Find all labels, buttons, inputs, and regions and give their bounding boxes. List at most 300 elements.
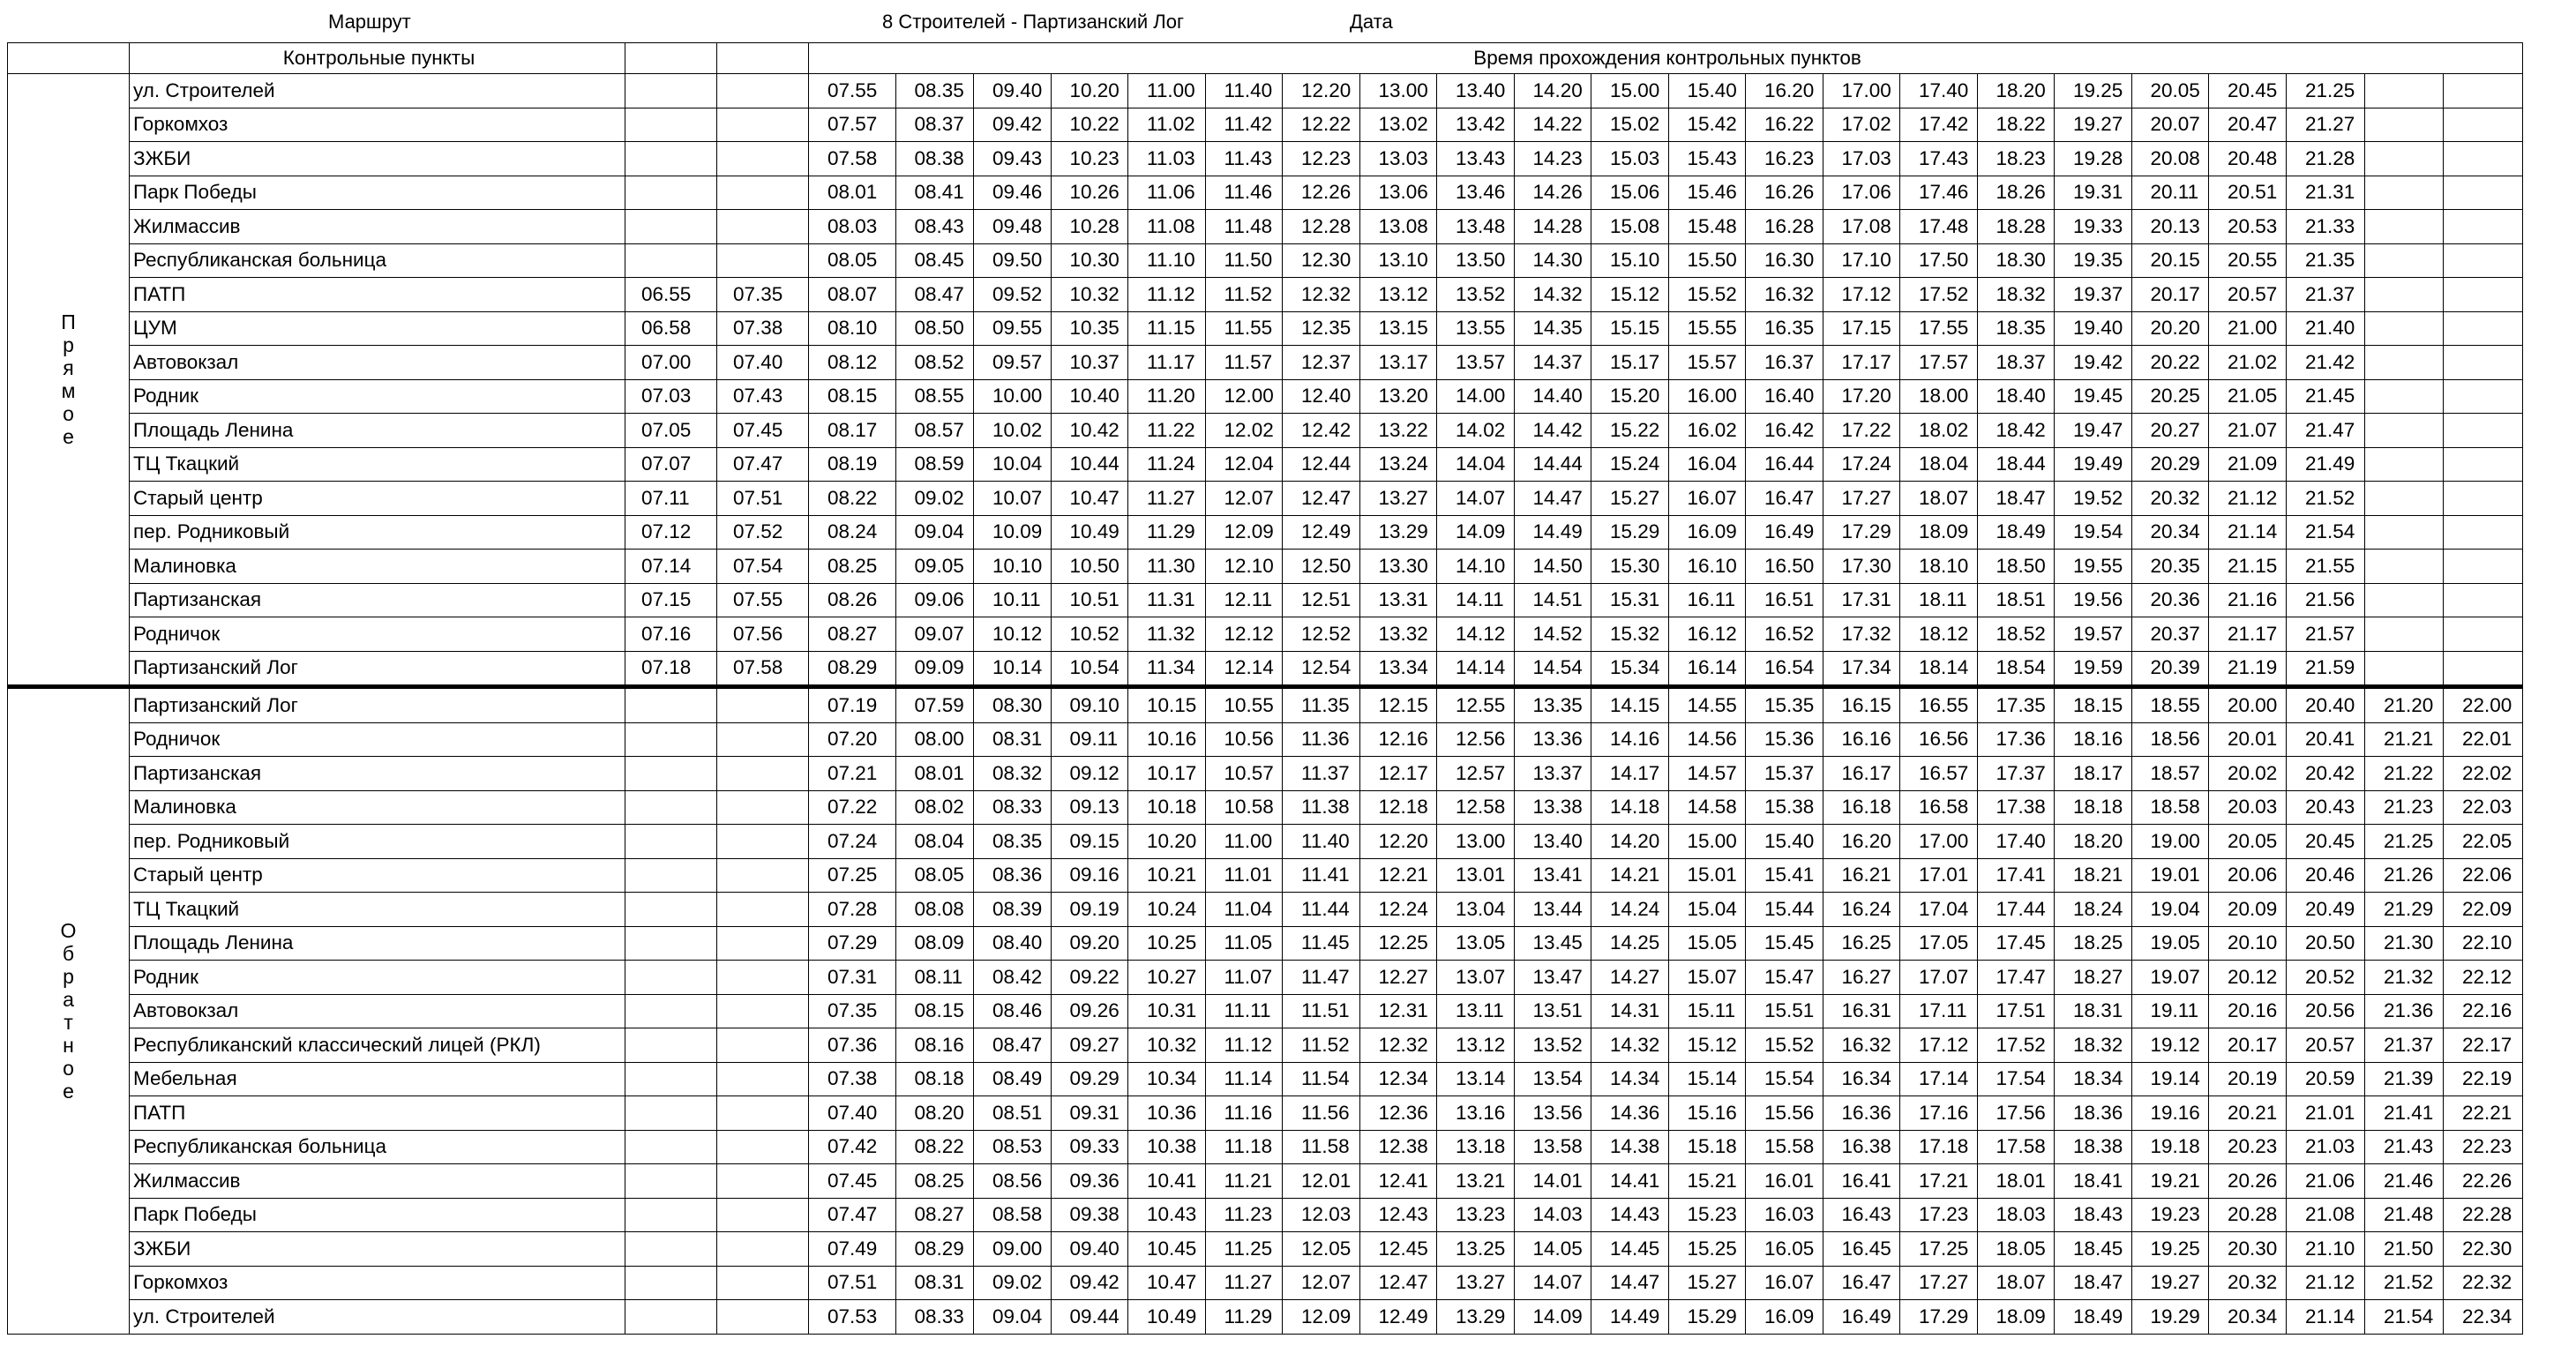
- time-cell: 08.25: [809, 550, 896, 584]
- time-cell: 16.38: [1823, 1130, 1900, 1164]
- table-row: [8, 414, 2523, 448]
- time-cell: 19.55: [2055, 550, 2132, 584]
- time-cell: 09.57: [974, 346, 1052, 380]
- time-cell: 11.11: [1205, 994, 1283, 1028]
- time-cell: 18.12: [1900, 617, 1978, 652]
- time-cell: [2444, 311, 2523, 346]
- time-cell: 20.02: [2209, 757, 2287, 791]
- time-cell: 11.00: [1205, 825, 1283, 859]
- time-cell: 20.41: [2287, 722, 2365, 757]
- early-time-cell: [717, 1198, 809, 1232]
- early-time-cell: [717, 858, 809, 893]
- time-cell: 17.32: [1823, 617, 1900, 652]
- time-cell: 08.03: [809, 210, 896, 244]
- early-time-cell: [717, 142, 809, 176]
- time-cell: 14.47: [1514, 482, 1591, 516]
- time-cell: 12.32: [1283, 278, 1360, 312]
- time-cell: 15.18: [1668, 1130, 1746, 1164]
- time-cell: 19.16: [2131, 1096, 2209, 1131]
- time-cell: 08.29: [809, 651, 896, 687]
- time-cell: 17.35: [1977, 687, 2055, 723]
- time-cell: 15.02: [1591, 108, 1669, 142]
- early-time-cell: [717, 74, 809, 108]
- time-cell: 11.45: [1283, 926, 1360, 961]
- time-cell: 09.42: [974, 108, 1052, 142]
- time-cell: 10.24: [1128, 893, 1206, 927]
- time-cell: 17.15: [1823, 311, 1900, 346]
- time-cell: 09.16: [1051, 858, 1128, 893]
- time-cell: 08.05: [809, 243, 896, 278]
- schedule-table: [7, 42, 2523, 1335]
- early-time-cell: [717, 1130, 809, 1164]
- time-cell: 08.31: [895, 1266, 974, 1300]
- time-cell: 16.37: [1746, 346, 1823, 380]
- time-cell: 14.58: [1668, 790, 1746, 825]
- early-time-cell: [625, 210, 717, 244]
- time-cell: 19.56: [2055, 583, 2132, 617]
- time-cell: 18.35: [1977, 311, 2055, 346]
- time-cell: 10.44: [1051, 447, 1128, 482]
- time-cell: 13.00: [1359, 74, 1437, 108]
- time-cell: 16.16: [1823, 722, 1900, 757]
- time-cell: 09.04: [895, 515, 974, 550]
- time-cell: 15.56: [1746, 1096, 1823, 1131]
- early-time-cell: [717, 1266, 809, 1300]
- time-cell: 11.23: [1205, 1198, 1283, 1232]
- time-cell: 19.54: [2055, 515, 2132, 550]
- early-time-cell: [717, 687, 809, 723]
- time-cell: 08.07: [809, 278, 896, 312]
- time-cell: 15.08: [1591, 210, 1669, 244]
- time-cell: 14.27: [1591, 961, 1669, 995]
- time-cell: 18.25: [2055, 926, 2132, 961]
- time-cell: 08.40: [974, 926, 1052, 961]
- stop-name: Горкомхоз: [130, 1266, 625, 1300]
- stop-name: Автовокзал: [130, 346, 625, 380]
- time-cell: 12.10: [1205, 550, 1283, 584]
- time-cell: 07.58: [809, 142, 896, 176]
- time-cell: 17.38: [1977, 790, 2055, 825]
- time-cell: 22.05: [2444, 825, 2523, 859]
- time-cell: 15.54: [1746, 1062, 1823, 1096]
- time-cell: 13.45: [1514, 926, 1591, 961]
- time-cell: 16.09: [1746, 1300, 1823, 1335]
- time-cell: 08.33: [895, 1300, 974, 1335]
- time-cell: 07.21: [809, 757, 896, 791]
- time-cell: 21.41: [2365, 1096, 2444, 1131]
- time-cell: 22.12: [2444, 961, 2523, 995]
- time-cell: 11.10: [1128, 243, 1206, 278]
- stop-name: Родник: [130, 379, 625, 414]
- time-cell: 19.59: [2055, 651, 2132, 687]
- time-cell: 08.35: [974, 825, 1052, 859]
- time-cell: 18.09: [1900, 515, 1978, 550]
- time-cell: 11.27: [1128, 482, 1206, 516]
- time-cell: 14.40: [1514, 379, 1591, 414]
- time-cell: 22.16: [2444, 994, 2523, 1028]
- time-cell: 16.43: [1823, 1198, 1900, 1232]
- time-cell: 17.37: [1977, 757, 2055, 791]
- time-cell: 14.57: [1668, 757, 1746, 791]
- time-cell: 17.11: [1900, 994, 1978, 1028]
- time-cell: 16.20: [1823, 825, 1900, 859]
- time-cell: 08.09: [895, 926, 974, 961]
- time-cell: 10.25: [1128, 926, 1206, 961]
- time-cell: 08.00: [895, 722, 974, 757]
- time-cell: 12.44: [1283, 447, 1360, 482]
- time-cell: 09.44: [1051, 1300, 1128, 1335]
- time-cell: 21.50: [2365, 1232, 2444, 1267]
- early-time-cell: [717, 1164, 809, 1199]
- time-cell: 20.25: [2131, 379, 2209, 414]
- time-cell: 20.49: [2287, 893, 2365, 927]
- time-cell: 08.57: [895, 414, 974, 448]
- time-cell: 12.00: [1205, 379, 1283, 414]
- time-cell: 20.20: [2131, 311, 2209, 346]
- stop-name: ул. Строителей: [130, 1300, 625, 1335]
- time-cell: 20.10: [2209, 926, 2287, 961]
- time-cell: 17.10: [1823, 243, 1900, 278]
- time-cell: 15.11: [1668, 994, 1746, 1028]
- time-cell: 17.27: [1823, 482, 1900, 516]
- time-cell: 13.29: [1359, 515, 1437, 550]
- time-cell: 08.37: [895, 108, 974, 142]
- time-cell: 18.47: [2055, 1266, 2132, 1300]
- time-cell: 15.23: [1668, 1198, 1746, 1232]
- early-time-cell: [717, 994, 809, 1028]
- time-cell: [2444, 583, 2523, 617]
- time-cell: 14.07: [1437, 482, 1515, 516]
- time-cell: 21.43: [2365, 1130, 2444, 1164]
- time-cell: 07.53: [809, 1300, 896, 1335]
- time-cell: 10.40: [1051, 379, 1128, 414]
- time-cell: 13.25: [1437, 1232, 1515, 1267]
- time-cell: 10.27: [1128, 961, 1206, 995]
- time-cell: 18.37: [1977, 346, 2055, 380]
- time-cell: 10.54: [1051, 651, 1128, 687]
- time-cell: 20.22: [2131, 346, 2209, 380]
- time-cell: 21.37: [2365, 1028, 2444, 1063]
- time-cell: [2444, 651, 2523, 687]
- direction-letters: О б р а т н о е: [60, 919, 77, 1103]
- time-cell: 13.00: [1437, 825, 1515, 859]
- time-cell: 18.45: [2055, 1232, 2132, 1267]
- time-cell: 22.21: [2444, 1096, 2523, 1131]
- time-cell: 15.27: [1591, 482, 1669, 516]
- time-cell: 10.37: [1051, 346, 1128, 380]
- time-cell: 13.10: [1359, 243, 1437, 278]
- time-cell: 13.41: [1514, 858, 1591, 893]
- time-cell: 14.49: [1514, 515, 1591, 550]
- time-cell: 21.29: [2365, 893, 2444, 927]
- early-time-cell: [717, 790, 809, 825]
- time-cell: 08.05: [895, 858, 974, 893]
- time-cell: 10.31: [1128, 994, 1206, 1028]
- early-time-cell: [625, 142, 717, 176]
- time-cell: 15.44: [1746, 893, 1823, 927]
- time-cell: 13.52: [1437, 278, 1515, 312]
- stop-name: Малиновка: [130, 790, 625, 825]
- early-time-cell: [625, 1232, 717, 1267]
- time-cell: [2444, 142, 2523, 176]
- table-row: [8, 515, 2523, 550]
- time-cell: 14.09: [1514, 1300, 1591, 1335]
- time-cell: 11.54: [1283, 1062, 1360, 1096]
- time-cell: 16.57: [1900, 757, 1978, 791]
- time-cell: 10.09: [974, 515, 1052, 550]
- time-cell: 15.55: [1668, 311, 1746, 346]
- time-cell: 13.38: [1514, 790, 1591, 825]
- time-cell: 20.34: [2209, 1300, 2287, 1335]
- time-cell: [2365, 176, 2444, 210]
- time-cell: 21.08: [2287, 1198, 2365, 1232]
- time-cell: 19.57: [2055, 617, 2132, 652]
- time-cell: 15.00: [1668, 825, 1746, 859]
- time-cell: 12.34: [1359, 1062, 1437, 1096]
- time-cell: 16.02: [1668, 414, 1746, 448]
- time-cell: 21.56: [2287, 583, 2365, 617]
- early-time-cell: [625, 1096, 717, 1131]
- time-cell: 21.01: [2287, 1096, 2365, 1131]
- time-cell: 14.55: [1668, 687, 1746, 723]
- time-cell: 16.07: [1668, 482, 1746, 516]
- time-cell: 21.45: [2287, 379, 2365, 414]
- time-cell: 12.49: [1283, 515, 1360, 550]
- time-cell: 18.28: [1977, 210, 2055, 244]
- time-cell: 13.50: [1437, 243, 1515, 278]
- time-cell: 20.09: [2209, 893, 2287, 927]
- time-cell: 12.15: [1359, 687, 1437, 723]
- time-cell: 19.00: [2131, 825, 2209, 859]
- time-cell: 13.42: [1437, 108, 1515, 142]
- time-cell: 13.20: [1359, 379, 1437, 414]
- time-cell: 17.05: [1900, 926, 1978, 961]
- time-cell: 14.54: [1514, 651, 1591, 687]
- time-cell: 15.51: [1746, 994, 1823, 1028]
- time-cell: 21.06: [2287, 1164, 2365, 1199]
- time-cell: [2365, 108, 2444, 142]
- time-cell: 13.01: [1437, 858, 1515, 893]
- time-cell: 19.27: [2055, 108, 2132, 142]
- time-cell: 09.26: [1051, 994, 1128, 1028]
- table-row: [8, 687, 2523, 723]
- time-cell: 09.36: [1051, 1164, 1128, 1199]
- time-cell: 14.37: [1514, 346, 1591, 380]
- time-cell: 14.11: [1437, 583, 1515, 617]
- time-cell: 07.25: [809, 858, 896, 893]
- time-cell: 18.10: [1900, 550, 1978, 584]
- time-cell: 07.24: [809, 825, 896, 859]
- time-cell: 12.11: [1205, 583, 1283, 617]
- time-cell: 12.20: [1283, 74, 1360, 108]
- time-cell: 12.31: [1359, 994, 1437, 1028]
- time-cell: 15.40: [1746, 825, 1823, 859]
- time-cell: 16.12: [1668, 617, 1746, 652]
- time-cell: 15.21: [1668, 1164, 1746, 1199]
- time-cell: 16.25: [1823, 926, 1900, 961]
- time-cell: 18.14: [1900, 651, 1978, 687]
- time-cell: 21.40: [2287, 311, 2365, 346]
- early-time-cell: [717, 108, 809, 142]
- early-time-cell: [625, 757, 717, 791]
- stop-name: Горкомхоз: [130, 108, 625, 142]
- table-row: [8, 176, 2523, 210]
- time-cell: 19.52: [2055, 482, 2132, 516]
- time-cell: 11.02: [1128, 108, 1206, 142]
- time-cell: 20.13: [2131, 210, 2209, 244]
- time-cell: 10.11: [974, 583, 1052, 617]
- time-cell: 14.41: [1591, 1164, 1669, 1199]
- time-cell: [2365, 74, 2444, 108]
- time-cell: 11.30: [1128, 550, 1206, 584]
- time-cell: 12.28: [1283, 210, 1360, 244]
- early-time-cell: [717, 757, 809, 791]
- time-cell: 15.17: [1591, 346, 1669, 380]
- early-time-cell: 07.47: [717, 447, 809, 482]
- time-cell: 21.37: [2287, 278, 2365, 312]
- time-cell: 19.25: [2131, 1232, 2209, 1267]
- time-cell: 21.16: [2209, 583, 2287, 617]
- time-cell: 08.27: [895, 1198, 974, 1232]
- time-cell: 17.20: [1823, 379, 1900, 414]
- time-cell: 19.18: [2131, 1130, 2209, 1164]
- time-cell: 21.02: [2209, 346, 2287, 380]
- time-cell: 22.34: [2444, 1300, 2523, 1335]
- time-cell: 14.05: [1514, 1232, 1591, 1267]
- time-cell: 20.35: [2131, 550, 2209, 584]
- time-cell: 18.18: [2055, 790, 2132, 825]
- time-cell: 10.35: [1051, 311, 1128, 346]
- stop-name: ЦУМ: [130, 311, 625, 346]
- time-cell: 14.20: [1591, 825, 1669, 859]
- time-cell: 13.05: [1437, 926, 1515, 961]
- time-cell: 12.54: [1283, 651, 1360, 687]
- stop-name: ПАТП: [130, 1096, 625, 1131]
- time-cell: 13.24: [1359, 447, 1437, 482]
- time-cell: [2365, 243, 2444, 278]
- time-cell: 14.32: [1591, 1028, 1669, 1063]
- time-cell: 12.12: [1205, 617, 1283, 652]
- time-cell: 14.17: [1591, 757, 1669, 791]
- time-cell: 12.09: [1205, 515, 1283, 550]
- time-cell: 11.56: [1283, 1096, 1360, 1131]
- time-cell: 08.12: [809, 346, 896, 380]
- time-cell: 18.38: [2055, 1130, 2132, 1164]
- time-cell: 08.38: [895, 142, 974, 176]
- early-time-cell: [625, 722, 717, 757]
- time-cell: 10.12: [974, 617, 1052, 652]
- time-cell: 21.28: [2287, 142, 2365, 176]
- time-cell: 21.20: [2365, 687, 2444, 723]
- time-cell: 18.49: [1977, 515, 2055, 550]
- time-cell: 11.31: [1128, 583, 1206, 617]
- table-row: [8, 790, 2523, 825]
- time-cell: 08.24: [809, 515, 896, 550]
- time-cell: 17.17: [1823, 346, 1900, 380]
- time-cell: 15.37: [1746, 757, 1823, 791]
- time-cell: 11.42: [1205, 108, 1283, 142]
- time-cell: 20.46: [2287, 858, 2365, 893]
- early-time-cell: [625, 893, 717, 927]
- time-cell: 21.00: [2209, 311, 2287, 346]
- time-cell: [2365, 210, 2444, 244]
- time-cell: 16.11: [1668, 583, 1746, 617]
- early-time-cell: [625, 687, 717, 723]
- early-time-cell: 06.58: [625, 311, 717, 346]
- time-cell: [2365, 550, 2444, 584]
- time-cell: 16.09: [1668, 515, 1746, 550]
- time-cell: 17.08: [1823, 210, 1900, 244]
- time-cell: 10.47: [1051, 482, 1128, 516]
- time-cell: 08.16: [895, 1028, 974, 1063]
- time-cell: 15.00: [1591, 74, 1669, 108]
- time-cell: 11.48: [1205, 210, 1283, 244]
- time-cell: 15.35: [1746, 687, 1823, 723]
- time-cell: 08.30: [974, 687, 1052, 723]
- time-cell: [2365, 583, 2444, 617]
- time-cell: 21.27: [2287, 108, 2365, 142]
- time-cell: 11.01: [1205, 858, 1283, 893]
- table-row: [8, 278, 2523, 312]
- time-cell: 14.18: [1591, 790, 1669, 825]
- time-cell: 08.11: [895, 961, 974, 995]
- time-cell: 20.48: [2209, 142, 2287, 176]
- time-cell: 11.15: [1128, 311, 1206, 346]
- time-cell: 13.54: [1514, 1062, 1591, 1096]
- time-cell: 16.42: [1746, 414, 1823, 448]
- time-cell: 15.05: [1668, 926, 1746, 961]
- table-row: [8, 994, 2523, 1028]
- time-cell: 16.47: [1823, 1266, 1900, 1300]
- time-cell: 15.20: [1591, 379, 1669, 414]
- stop-name: Партизанская: [130, 583, 625, 617]
- early-time-cell: [625, 1198, 717, 1232]
- time-cell: 15.03: [1591, 142, 1669, 176]
- time-cell: 14.24: [1591, 893, 1669, 927]
- time-cell: 11.14: [1205, 1062, 1283, 1096]
- table-row: [8, 482, 2523, 516]
- time-cell: 13.06: [1359, 176, 1437, 210]
- table-row: [8, 210, 2523, 244]
- time-cell: 11.51: [1283, 994, 1360, 1028]
- time-cell: 13.43: [1437, 142, 1515, 176]
- early-time-cell: [625, 825, 717, 859]
- time-cell: 17.03: [1823, 142, 1900, 176]
- time-cell: 09.43: [974, 142, 1052, 176]
- time-cell: 12.58: [1437, 790, 1515, 825]
- route-label: Маршрут: [328, 11, 411, 33]
- early-time-cell: [717, 176, 809, 210]
- time-header: Время прохождения контрольных пунктов: [809, 43, 2523, 74]
- time-cell: 15.34: [1591, 651, 1669, 687]
- time-cell: 18.20: [2055, 825, 2132, 859]
- time-cell: 10.47: [1128, 1266, 1206, 1300]
- time-cell: 22.00: [2444, 687, 2523, 723]
- time-cell: 14.07: [1514, 1266, 1591, 1300]
- time-cell: [2444, 550, 2523, 584]
- time-cell: 11.44: [1283, 893, 1360, 927]
- time-cell: 16.36: [1823, 1096, 1900, 1131]
- time-cell: 15.43: [1668, 142, 1746, 176]
- time-cell: 08.26: [809, 583, 896, 617]
- time-cell: 09.31: [1051, 1096, 1128, 1131]
- time-cell: 09.52: [974, 278, 1052, 312]
- early-time-cell: 07.51: [717, 482, 809, 516]
- time-cell: 11.06: [1128, 176, 1206, 210]
- time-cell: 13.58: [1514, 1130, 1591, 1164]
- time-cell: 21.25: [2365, 825, 2444, 859]
- time-cell: 18.44: [1977, 447, 2055, 482]
